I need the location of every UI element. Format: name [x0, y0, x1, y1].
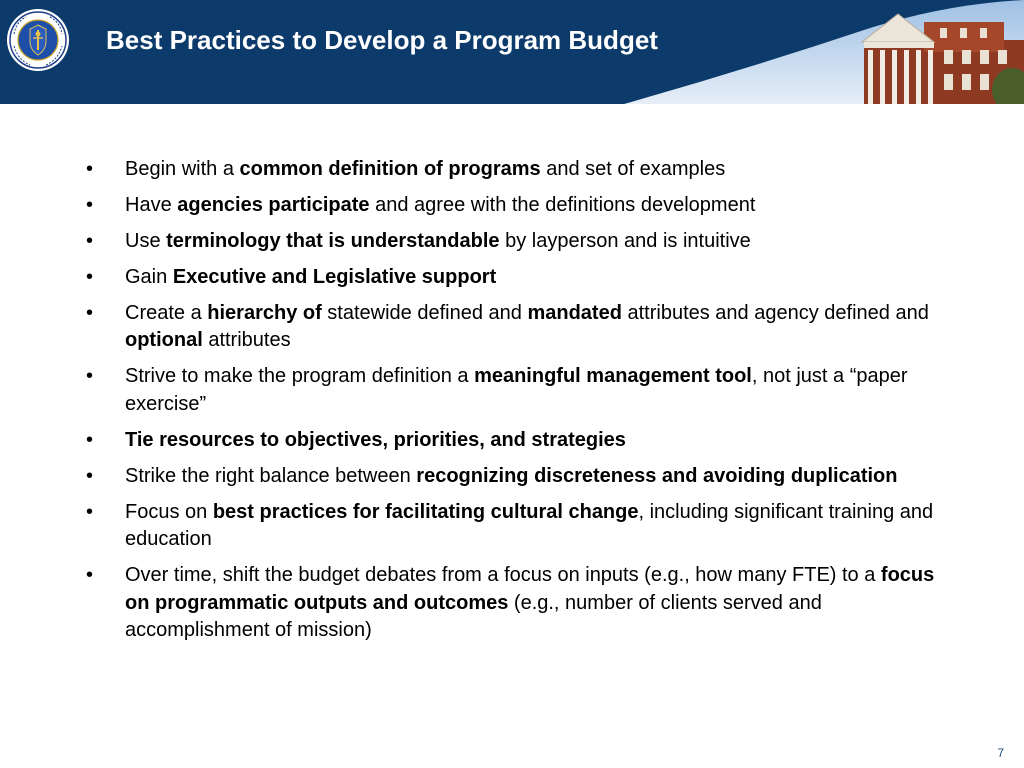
bullet-text: Use	[125, 230, 167, 252]
bullet-marker: •	[86, 302, 94, 324]
bullet-text: and set of examples	[540, 158, 726, 180]
bullet-marker: •	[86, 564, 94, 587]
bullet-item	[0, 300, 1024, 355]
bullet-text: , including significant training and education	[125, 500, 934, 551]
bullet-marker: •	[86, 500, 94, 523]
bullet-text: attributes	[202, 329, 291, 352]
state-house-image	[624, 0, 1024, 104]
bullet-text: statewide defined and	[321, 302, 528, 324]
slide-title: Best Practices to Develop a Program Budget	[106, 25, 658, 55]
bullet-item	[0, 427, 1024, 454]
bullet-text: (e.g., number of clients served and accomplishment of mission)	[125, 591, 822, 642]
bullet-item	[0, 463, 1024, 490]
massachusetts-seal-icon	[6, 8, 70, 72]
page-number: 7	[997, 746, 1004, 760]
bullet-marker: •	[86, 266, 94, 288]
bullet-item	[0, 156, 1024, 183]
bullet-marker: •	[86, 158, 94, 180]
bullet-text: Have	[125, 194, 178, 216]
bullet-item	[0, 562, 1024, 644]
bullet-text-bold: meaningful management tool	[474, 365, 752, 388]
bullet-item	[0, 363, 1024, 418]
bullet-item	[0, 228, 1024, 255]
bullet-marker: •	[86, 194, 94, 216]
bullet-text-bold: optional	[125, 329, 203, 352]
bullet-item	[0, 192, 1024, 219]
bullet-list	[0, 156, 1024, 644]
bullet-text: Create a	[125, 302, 208, 324]
bullet-marker: •	[86, 464, 94, 487]
bullet-text-bold: common definition of programs	[239, 158, 541, 180]
bullet-item	[0, 499, 1024, 554]
slide-body	[0, 156, 1024, 653]
slide-header	[0, 0, 1024, 104]
bullet-text-bold: terminology that is understandable	[166, 230, 500, 252]
bullet-text: Strike the right balance between	[125, 464, 417, 487]
bullet-marker: •	[86, 365, 94, 388]
bullet-text-bold: agencies participate	[177, 194, 370, 216]
bullet-text: Begin with a	[125, 158, 240, 180]
bullet-text: Gain	[125, 266, 173, 288]
bullet-text: Over time, shift the budget debates from a focus on inputs (e.g., how many FTE) to a	[125, 564, 881, 587]
bullet-text: by layperson and is intuitive	[499, 230, 751, 252]
bullet-text: Strive to make the program definition a	[125, 365, 475, 388]
bullet-text-bold: hierarchy of	[207, 302, 322, 324]
bullet-text: and agree with the definitions development	[369, 194, 756, 216]
bullet-marker: •	[86, 428, 94, 451]
bullet-text-bold: Executive and Legislative support	[172, 266, 497, 288]
bullet-text-bold: focus on programmatic outputs and outcomes	[125, 564, 935, 614]
bullet-text: attributes and agency defined and	[621, 302, 929, 324]
bullet-item	[0, 264, 1024, 291]
bullet-text-bold: Tie resources to objectives, priorities, and strategies	[125, 428, 626, 451]
bullet-text-bold: recognizing discreteness and avoiding duplication	[416, 464, 898, 487]
bullet-text-bold: mandated	[527, 302, 622, 324]
bullet-text: Focus on	[125, 500, 213, 523]
bullet-text-bold: best practices for facilitating cultural change	[212, 500, 639, 523]
bullet-marker: •	[86, 230, 94, 252]
bullet-text: , not just a “paper exercise”	[125, 365, 908, 415]
